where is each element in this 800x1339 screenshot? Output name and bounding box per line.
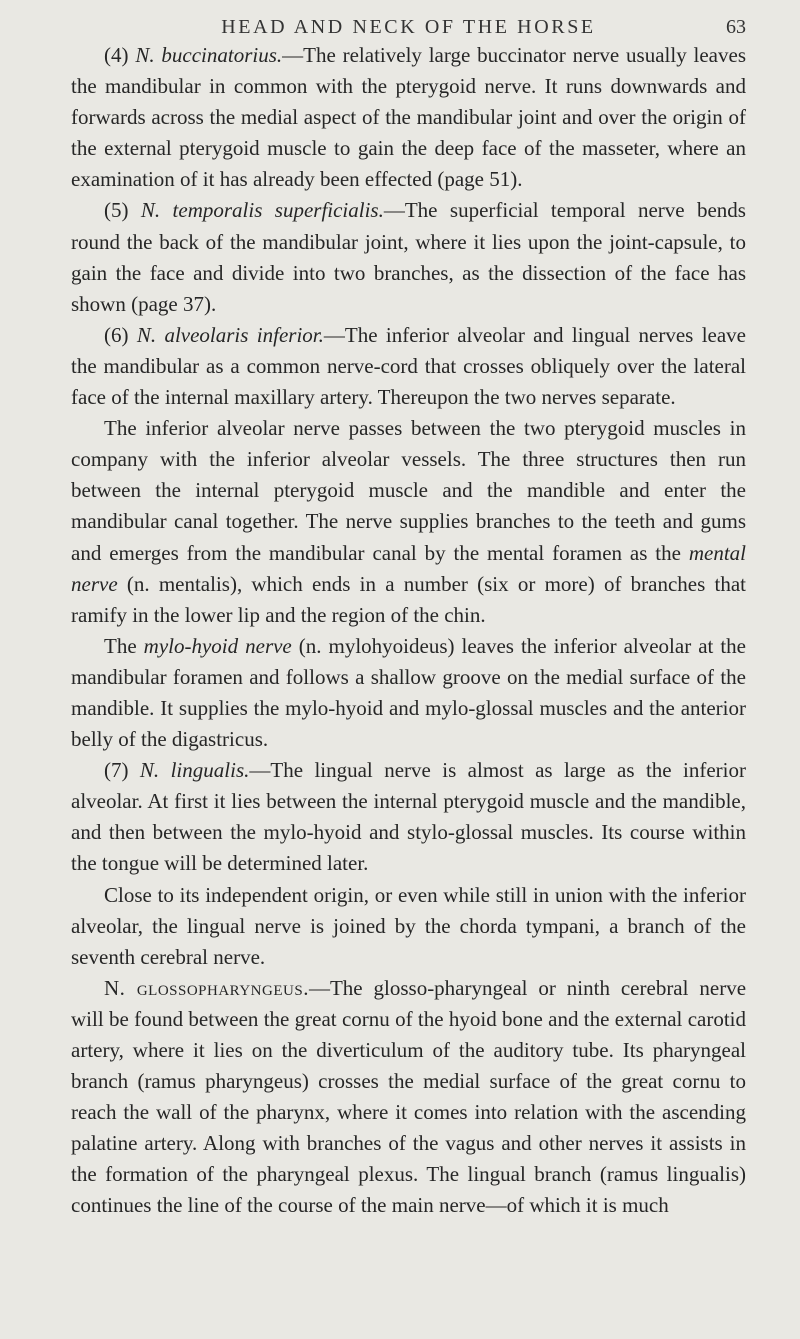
paragraph-text: Close to its independent origin, or even while still in union with the inferior alveolar, the lingual nerve is joined by the chorda tympani, a branch of the seventh cerebral nerve. <box>71 882 746 969</box>
paragraph-text: (n. mylohyoideus) leaves the inferior alveolar at the mandibular foramen and follows a shallow groove on the medial surface of the mandible. It supplies the mylo-hyoid and mylo-glossal muscles and the anterior belly of the digastricus. <box>71 633 747 752</box>
paragraph-text: The <box>104 633 144 658</box>
nerve-term: mental nerve <box>71 540 746 596</box>
paragraph-number: (5) <box>104 198 141 223</box>
nerve-term: N. alveolaris inferior. <box>136 322 324 347</box>
paragraph-number: (6) <box>104 322 137 347</box>
paragraph-glossopharyngeal <box>71 973 746 1222</box>
paragraph-mylo-hyoid <box>71 631 746 755</box>
paragraph-inferior-alveolar <box>71 320 746 413</box>
page-number: 63 <box>726 16 746 38</box>
paragraph-text: —The glosso-pharyngeal or ninth cerebral nerve will be found between the great cornu of the hyoid bone and the external carotid artery, where it lies on the diverticulum of the auditory tube. Its pharyngeal branch (ramus pharyngeus) crosses the medial surface of the great cornu to reach the wall of the pharynx, where it comes into relation with the ascending palatine artery. Along with branches of the vagus and other nerves it assists in the formation of the pharyngeal plexus. The lingual branch (ramus lingualis) continues the line of the course of the main nerve—of which it is much <box>71 975 747 1218</box>
section-heading: N. glossopharyngeus. <box>104 975 309 1000</box>
nerve-term: mylo-hyoid nerve <box>143 633 292 658</box>
paragraph-text: —The superficial temporal nerve bends round the back of the mandibular joint, where it lies upon the joint-capsule, to gain the face and divide into two branches, as the dissection of the face has shown (page 37). <box>71 198 746 316</box>
paragraph-text: —The inferior alveolar and lingual nerves leave the mandibular as a common nerve-cord that crosses obliquely over the lateral face of the internal maxillary artery. Thereupon the two nerves separate. <box>71 322 746 410</box>
body-text <box>71 40 746 1222</box>
paragraph-number: (7) <box>104 758 140 783</box>
paragraph-text: The inferior alveolar nerve passes between the two pterygoid muscles in company with the inferior alveolar vessels. The three structures then run between the internal pterygoid muscle and the mandible and enter the mandibular canal together. The nerve supplies branches to the teeth and gums and emerges from the mandibular canal by the mental foramen as the <box>71 416 746 565</box>
nerve-term: N. lingualis. <box>139 758 250 783</box>
paragraph-chorda-tympani <box>71 880 746 973</box>
paragraph-number: (4) <box>104 43 136 67</box>
nerve-term: N. buccinatorius. <box>135 43 283 67</box>
paragraph-mental-nerve <box>71 413 746 631</box>
running-head: HEAD AND NECK OF THE HORSE <box>221 16 596 38</box>
paragraph-lingual <box>71 755 746 879</box>
nerve-term: N. temporalis superficialis. <box>140 198 384 223</box>
paragraph-text: (n. mentalis), which ends in a number (six or more) of branches that ramify in the lower lip and the region of the chin. <box>71 571 746 627</box>
paragraph-superficial-temporal <box>71 195 746 319</box>
paragraph-text: —The relatively large buccinator nerve usually leaves the mandibular in common with the pterygoid nerve. It runs downwards and forwards across the medial aspect of the mandibular joint and over the origin of the external pterygoid muscle to gain the deep face of the masseter, where an examination of it has already been effected (page 51). <box>71 43 746 192</box>
paragraph-text: —The lingual nerve is almost as large as the inferior alveolar. At first it lies between the internal pterygoid muscle and the mandible, and then between the mylo-hyoid and stylo-glossal muscles. Its course within the tongue will be determined later. <box>71 758 746 876</box>
page-header <box>71 0 746 40</box>
paragraph-buccinator <box>71 40 746 195</box>
